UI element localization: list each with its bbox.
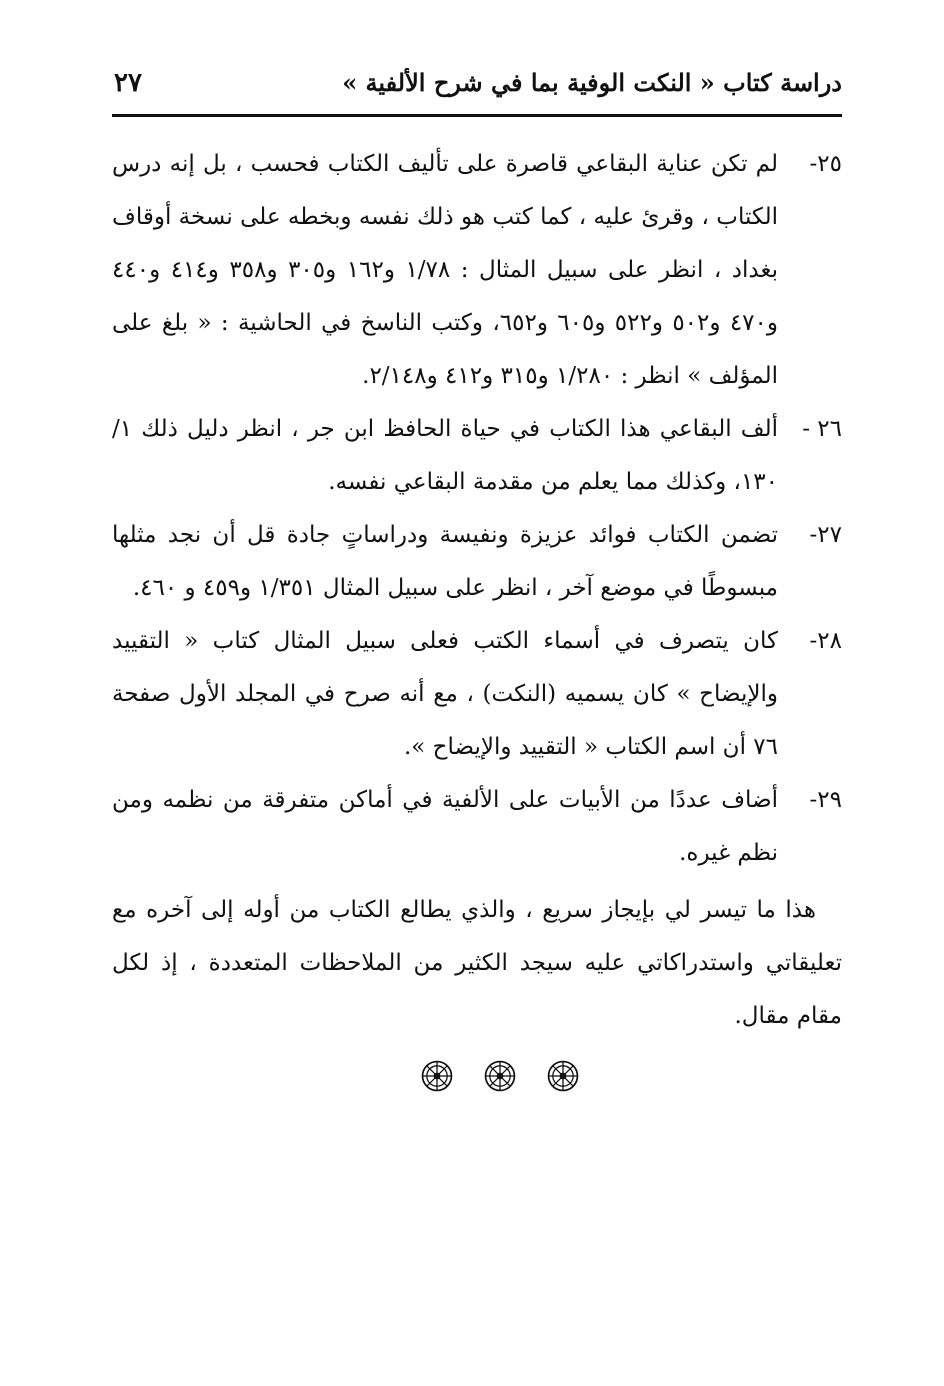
flower-ornament-icon [420,1059,454,1093]
item-number: ٢٨- [809,628,842,654]
header-title: دراسة كتاب « النكت الوفية بما في شرح الألفية » [342,68,842,97]
item-number: ٢٧- [809,522,842,548]
list-item [112,774,842,880]
item-text: ألف البقاعي هذا الكتاب في حياة الحافظ ابن جر ، انظر دليل ذلك ١/ ١٣٠، وكذلك مما يعلم من مقدمة البقاعي نفسه. [112,416,778,495]
item-number: ٢٩- [809,787,842,813]
item-number: ٢٥- [809,151,842,177]
item-text: لم تكن عناية البقاعي قاصرة على تأليف الكتاب فحسب ، بل إنه درس الكتاب ، وقرئ عليه ، كما كتب هو ذلك نفسه وبخطه على نسخة أوقاف بغداد ، انظر على سبيل المثال : ١/٧٨ و١٦٢ و٣٠٥ و٣٥٨ و٤١٤ و٤٤٠ و٤٧٠ و٥٠٢ و٥٢٢ و٦٠٥ و٦٥٢، وكتب الناسخ في الحاشية : « بلغ على المؤلف » انظر : ١/٢٨٠ و٣١٥ و٤١٢ و٢/١٤٨. [112,151,778,389]
section-end-ornaments [420,1056,580,1096]
list-item [112,509,842,615]
item-text: تضمن الكتاب فوائد عزيزة ونفيسة ودراساتٍ جادة قل أن نجد مثلها مبسوطًا في موضع آخر ، انظر على سبيل المثال ١/٣٥١ و٤٥٩ و ٤٦٠. [112,522,778,601]
closing-paragraph: هذا ما تيسر لي بإيجاز سريع ، والذي يطالع الكتاب من أوله إلى آخره مع تعليقاتي واستدراكاتي عليه سيجد الكثير من الملاحظات المتعددة ، إذ لكل مقام مقال. [112,897,842,1029]
item-text: أضاف عددًا من الأبيات على الألفية في أماكن متفرقة من نظمه ومن نظم غيره. [112,787,778,866]
header-divider [112,114,842,117]
list-item [112,138,842,403]
item-text: كان يتصرف في أسماء الكتب فعلى سبيل المثال كتاب « التقييد والإيضاح » كان يسميه (النكت) ، مع أنه صرح في المجلد الأول صفحة ٧٦ أن اسم الكتاب « التقييد والإيضاح ». [112,628,778,760]
flower-ornament-icon [546,1059,580,1093]
flower-ornament-icon [483,1059,517,1093]
page-header [112,58,842,114]
list-item [112,615,842,774]
page-number: ٢٧ [114,68,142,98]
list-item [112,403,842,509]
item-number: ٢٦ - [802,416,842,442]
page-body [112,138,842,1043]
